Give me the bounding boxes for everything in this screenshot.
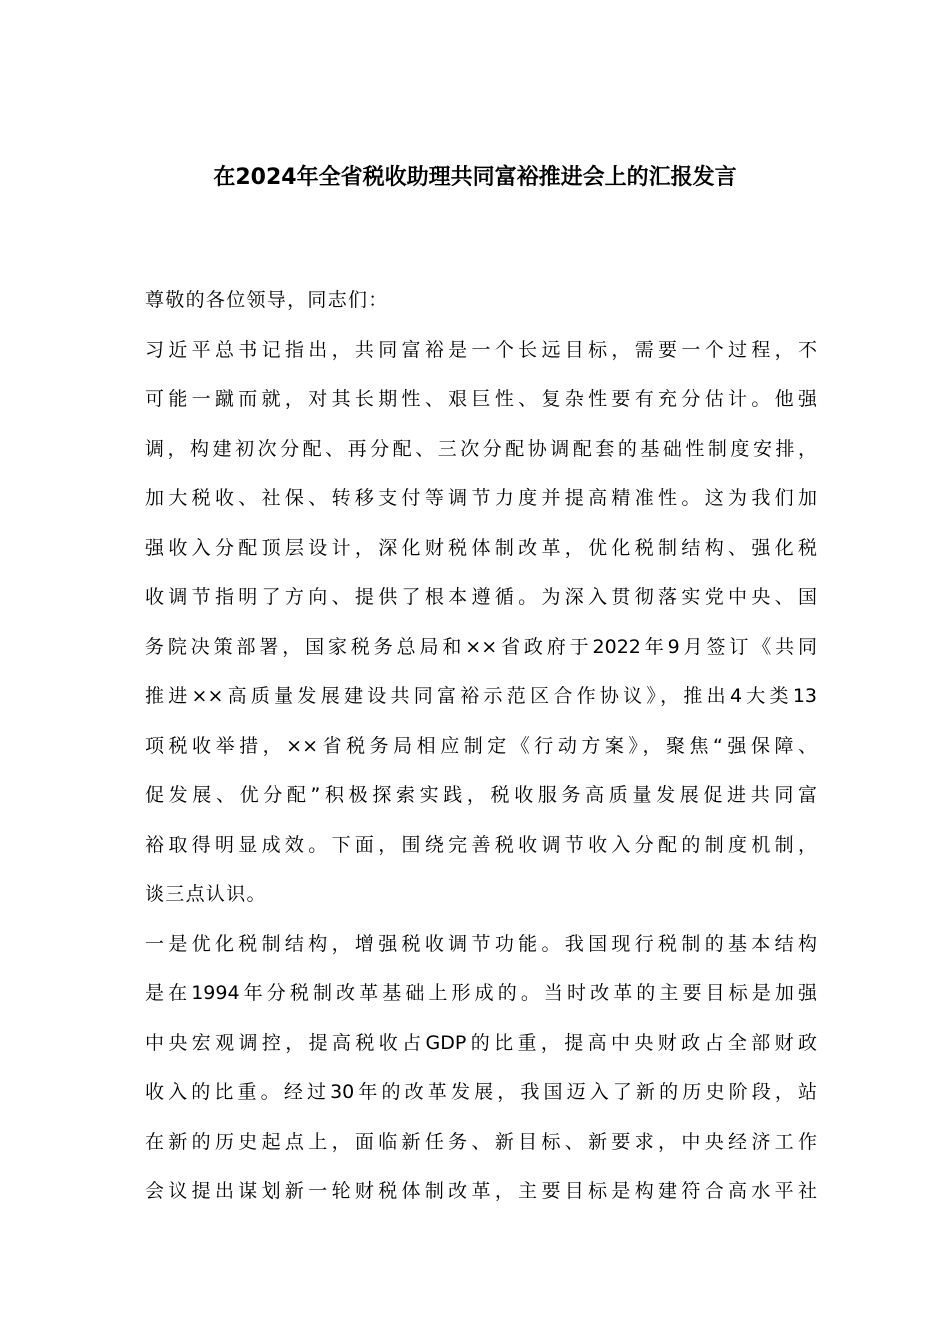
body-text-line: 项税收举措，××省税务局相应制定《行动方案》，聚焦“强保障、 [145, 734, 817, 757]
document-title: 在2024年全省税收助理共同富裕推进会上的汇报发言 [213, 165, 737, 190]
body-text-line: 加大税收、社保、转移支付等调节力度并提高精准性。这为我们加 [145, 487, 817, 509]
body-text-line: 会议提出谋划新一轮财税体制改革，主要目标是构建符合高水平社 [145, 1180, 817, 1202]
body-text-line: 习近平总书记指出，共同富裕是一个长远目标，需要一个过程，不 [145, 338, 817, 361]
body-text-line: 谈三点认识。 [145, 883, 267, 905]
body-text-line: 中央宏观调控，提高税收占GDP的比重，提高中央财政占全部财政 [145, 1031, 817, 1054]
body-text-line: 收调节指明了方向、提供了根本遵循。为深入贯彻落实党中央、国 [145, 586, 817, 608]
document-body [145, 282, 817, 1223]
body-text-line: 是在1994年分税制改革基础上形成的。当时改革的主要目标是加强 [145, 982, 817, 1004]
salutation-line: 尊敬的各位领导，同志们： [145, 289, 389, 311]
body-text-line: 可能一蹴而就，对其长期性、艰巨性、复杂性要有充分估计。他强 [145, 388, 817, 410]
body-text-line: 收入的比重。经过30年的改革发展，我国迈入了新的历史阶段，站 [145, 1081, 817, 1103]
body-text-line: 裕取得明显成效。下面，围绕完善税收调节收入分配的制度机制， [145, 833, 817, 856]
body-text-line: 推进××高质量发展建设共同富裕示范区合作协议》，推出4大类13 [145, 685, 817, 707]
body-text-line: 强收入分配顶层设计，深化财税体制改革，优化税制结构、强化税 [145, 536, 817, 559]
body-text-line: 促发展、优分配”积极探索实践，税收服务高质量发展促进共同富 [145, 784, 817, 806]
body-text-line: 调，构建初次分配、再分配、三次分配协调配套的基础性制度安排， [145, 437, 817, 460]
body-text-line: 务院决策部署，国家税务总局和××省政府于2022年9月签订《共同 [145, 635, 817, 658]
body-text-line: 一是优化税制结构，增强税收调节功能。我国现行税制的基本结构 [145, 932, 817, 955]
body-text-line: 在新的历史起点上，面临新任务、新目标、新要求，中央经济工作 [145, 1130, 817, 1153]
